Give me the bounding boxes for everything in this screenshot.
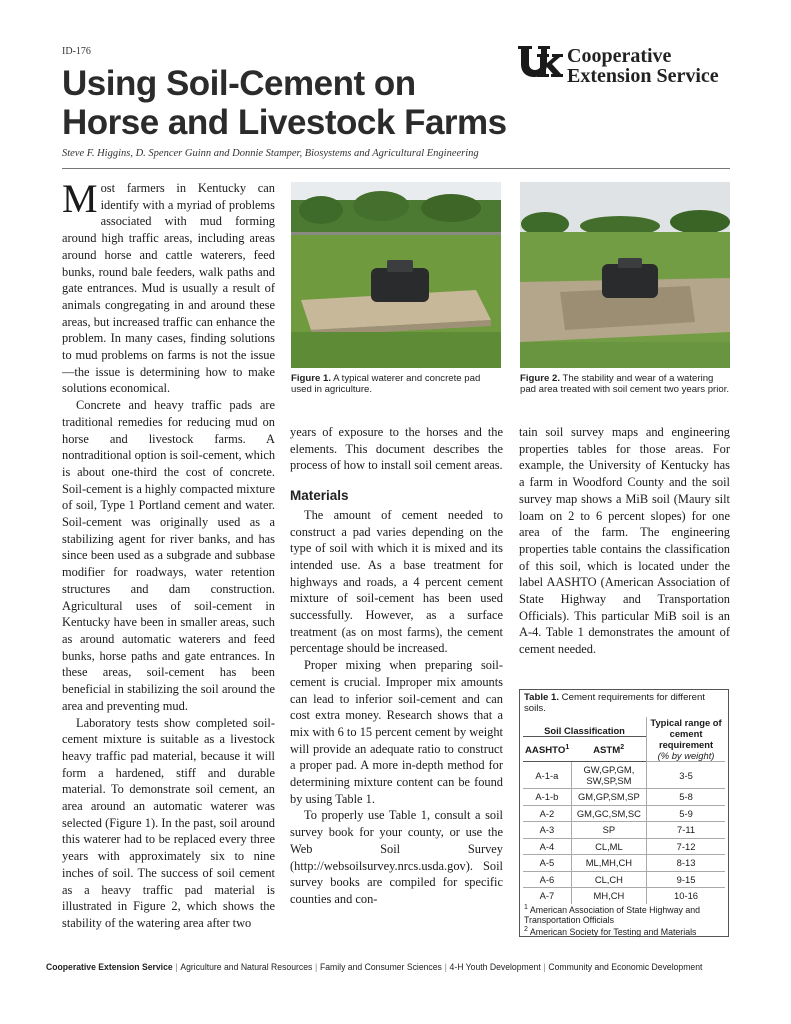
table-row: A-7 MH,CH 10-16 [523, 888, 725, 904]
figure-2-label: Figure 2. [520, 373, 560, 384]
table-row: A-5 ML,MH,CH 8-13 [523, 855, 725, 872]
astm-header: ASTM$^2$ [571, 736, 646, 761]
page-title [62, 64, 532, 142]
paragraph-concrete: Concrete and heavy traffic pads are traditional remedies for reducing mud on horse and livestock farms. A nontraditional option is soil-cement, which is about one-third the cost of concrete. Soil-cement is a highly compacted mixture of soil, Type 1 Portland cement and water. Soil-cement was originally used as a stabilizing agent for river banks, and has since been used as a subgrade and subbase modifier for roadways, water retention structures and dam construction. Agricultural uses of soil-cement in Kentucky have been in smaller areas, such as around automatic waterers and feed bunks, horse paths and gate entrances. In these areas, soil-cement has been beneficial in stabilizing the soil around the area and preventing mud. [62, 398, 276, 713]
footer-item: Agriculture and Natural Resources [180, 962, 313, 973]
cement-range-unit: (% by weight) [657, 750, 715, 761]
figure-1-caption [291, 373, 501, 395]
footer-item: Community and Economic Development [548, 962, 703, 973]
table-row: A-3 SP 7-11 [523, 822, 725, 839]
uk-extension-logo [517, 44, 732, 88]
uk-logo-icon [517, 44, 563, 82]
figure-1-photo [291, 182, 501, 368]
table-1-box [519, 689, 729, 937]
table-row: A-6 CL,CH 9-15 [523, 871, 725, 888]
page-footer: Cooperative Extension Service | Agriculture and Natural Resources | Family and Consumer Sciences | 4-H Youth Development | Community and Economic Development [46, 962, 703, 973]
document-id: ID-176 [62, 46, 91, 57]
waterer-photo-image [291, 182, 501, 368]
paragraph-table-use: To properly use Table 1, consult a soil survey book for your county, or use the Web Soil Survey (http://websoilsurvey.nrcs.usda.gov). Soil survey books are compiled for specific counties and con- [290, 808, 503, 906]
cement-requirements-table [523, 717, 725, 904]
table-row: A-1-b GM,GP,SM,SP 5-8 [523, 789, 725, 806]
section-heading-materials: Materials [290, 488, 349, 504]
table-1-title [524, 692, 724, 714]
footer-item: 4-H Youth Development [449, 962, 541, 973]
paragraph-continued: years of exposure to the horses and the elements. This document describes the process of how to install soil cement areas. [290, 425, 503, 473]
paragraph-mixing: Proper mixing when preparing soil-cement is crucial. Improper mix amounts can lead to inferior soil-cement and can cost extra money. Research shows that a mix with 6 to 15 percent cement by weight will provide an adequate ratio to construct a proper pad. A more in-depth method for determining mixture content can be found by using Table 1. [290, 658, 503, 806]
column-3 [519, 424, 730, 658]
table-row: A-1-a GW,GP,GM, SW,SP,SM 3-5 [523, 762, 725, 789]
logo-line-2: Extension Service [567, 65, 719, 87]
aashto-header: AASHTO$^1$ [523, 736, 571, 761]
footer-item: Family and Consumer Sciences [319, 962, 442, 973]
column-1 [62, 176, 276, 932]
intro-paragraph [62, 176, 275, 397]
intro-text: ost farmers in Kentucky can identify with a myriad of problems associated with mud forming around high traffic areas, including areas around horse and cattle waterers, feed bunks, round bale feeders, walk paths and gate entrances. Mud is usually a result of animals congregating in and around these areas, but increased traffic can enhance the problem. In many cases, finding solutions to mud problems on farms is not the issue—the issue is determining how to make solutions economical. [62, 181, 275, 396]
paragraph-cement-amount: The amount of cement needed to construct a pad varies depending on the type of soil with which it is mixed and its intended use. As a base treatment for highways and roads, a 4 percent cement mixture of soil-cement has been used successfully. However, as a surface treatment (as on most farms), the cement percentage should be increased. [290, 507, 503, 656]
title-line-1: Using Soil-Cement on [62, 64, 416, 103]
table-row: A-2 GM,GC,SM,SC 5-9 [523, 805, 725, 822]
figure-2-text: The stability and wear of a watering pad area treated with soil cement two years prior. [520, 373, 730, 395]
figure-2-caption [520, 373, 730, 395]
column-2 [290, 424, 503, 908]
soil-cement-photo-image [520, 182, 730, 368]
figure-2-photo [520, 182, 730, 368]
title-line-2: Horse and Livestock Farms [62, 103, 507, 142]
cement-range-header-text: Typical range of cement requirement [650, 717, 722, 750]
table-row: A-4 CL,ML 7-12 [523, 838, 725, 855]
table-footnote-2: $^2$ American Society for Testing and Materials [524, 926, 697, 937]
soil-classification-header: Soil Classification [544, 724, 625, 736]
header-divider [62, 168, 730, 169]
table-1-label: Table 1. [524, 692, 560, 703]
table-footnote-1: $^1$ American Association of State Highway and Transportation Officials [524, 904, 701, 925]
figure-1-text: A typical waterer and concrete pad used in agriculture. [291, 373, 481, 395]
figure-1-label: Figure 1. [291, 373, 331, 384]
footer-brand: Cooperative Extension Service [46, 962, 173, 973]
paragraph-soil-survey: tain soil survey maps and engineering properties tables for those areas. For example, the University of Kentucky has a farm in Woodford County and the soil survey map shows a MiB soil (Maury silt loam on 2 to 6 percent slopes) for one area of the farm. The engineering properties table contains the classification of this soil, which is located under the label AASHTO (American Association of State Highway and Transportation Officials). This particular MiB soil is an A-4. Table 1 demonstrates the amount of cement needed. [519, 425, 730, 657]
cement-range-header [647, 717, 725, 762]
drop-cap: M [62, 176, 98, 221]
table-1-title-text: Cement requirements for different soils. [524, 692, 705, 714]
paragraph-lab-tests: Laboratory tests show completed soil-cement mixture is suitable as a livestock heavy traffic pad material, because it will form a hardened, stiff and durable material. To demonstrate soil cement, an area around an automatic waterer was selected (Figure 1). In the past, soil around this waterer had to be replaced every three years with approximately six to nine inches of soil. The success of soil cement as a heavy traffic pad material is illustrated in Figure 2, which shows the stability of the watering area after two [62, 715, 275, 930]
authors-line: Steve F. Higgins, D. Spencer Guinn and Donnie Stamper, Biosystems and Agricultural Engineering [62, 148, 479, 159]
logo-line-1: Cooperative [567, 45, 672, 67]
